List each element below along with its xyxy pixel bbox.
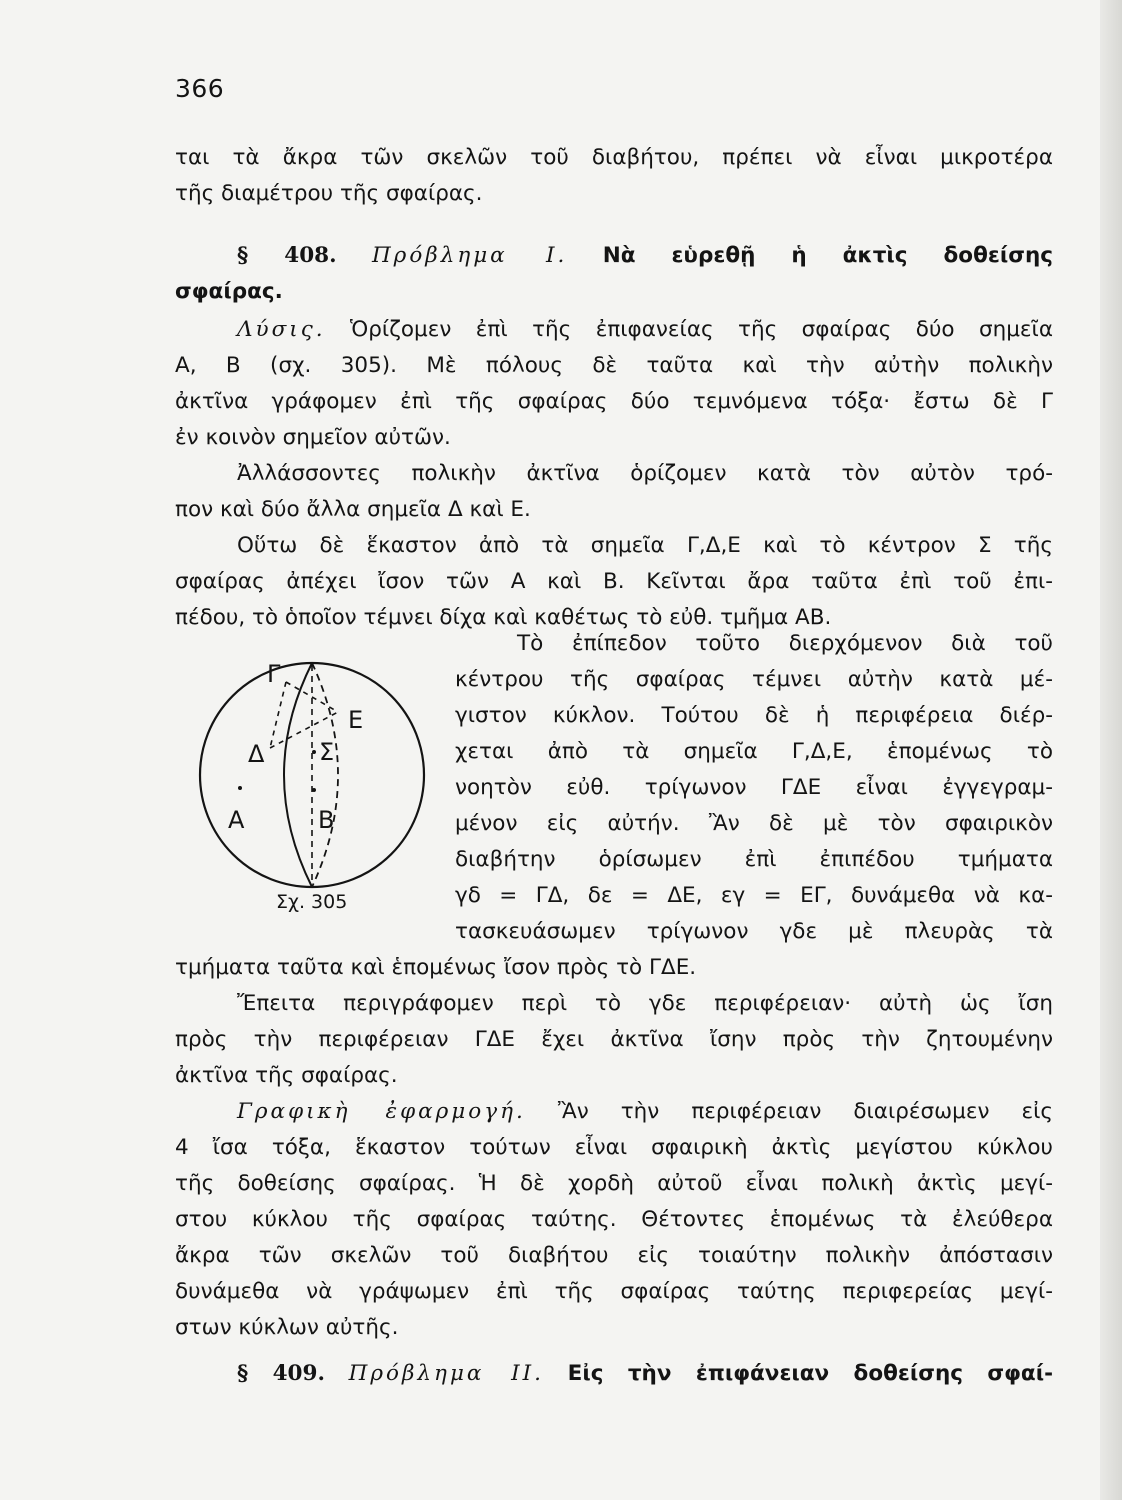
point-A	[238, 786, 242, 790]
problem-label: Πρόβλημα Ι.	[371, 243, 568, 268]
text-line: Ἀλλάσσοντες πολικὴν ἀκτῖνα ὁρίζομεν κατὰ τὸν αὐτὸν τρό-	[237, 461, 1053, 486]
text-line: Α, Β (σχ. 305). Μὲ πόλους δὲ ταῦτα καὶ τὴν αὐτὴν πολικὴν	[175, 353, 1053, 378]
text-line: πέδου, τὸ ὁποῖον τέμνει δίχα καὶ καθέτως τὸ εὐθ. τμῆμα ΑΒ.	[175, 605, 832, 630]
text-line: δυνάμεθα νὰ γράψωμεν ἐπὶ τῆς σφαίρας ταύτης περιφερείας μεγί-	[175, 1279, 1053, 1304]
text-line: χεται ἀπὸ τὰ σημεῖα Γ,Δ,Ε, ἑπομένως τὸ	[455, 739, 1053, 764]
page-number: 366	[175, 74, 225, 103]
label-S: Σ	[319, 738, 335, 766]
problem-label: Πρόβλημα ΙΙ.	[348, 1361, 544, 1386]
text-line: τῆς δοθείσης σφαίρας. Ἡ δὲ χορδὴ αὐτοῦ εἶναι πολικὴ ἀκτὶς μεγί-	[175, 1171, 1053, 1196]
label-A: Α	[228, 806, 245, 834]
figure-caption: Σχ. 305	[276, 891, 348, 913]
text-line: Ἔπειτα περιγράφομεν περὶ τὸ γδε περιφέρειαν· αὐτὴ ὡς ἴση	[237, 991, 1053, 1016]
label-E: Ε	[348, 706, 364, 734]
text-line: κέντρου τῆς σφαίρας τέμνει αὐτὴν κατὰ μέ-	[455, 667, 1053, 692]
text-line: ἐν κοινὸν σημεῖον αὐτῶν.	[175, 425, 451, 450]
text-line: τμήματα ταῦτα καὶ ἑπομένως ἴσον πρὸς τὸ ΓΔΕ.	[175, 955, 697, 980]
problem-title: Νὰ εὑρεθῇ ἡ ἀκτὶς δοθείσης	[602, 243, 1053, 268]
text-line: γδ = ΓΔ, δε = ΔΕ, εγ = ΕΓ, δυνάμεθα νὰ κα-	[455, 883, 1053, 908]
text-line: πρὸς τὴν περιφέρειαν ΓΔΕ ἔχει ἀκτῖνα ἴσην πρὸς τὴν ζητουμένην	[175, 1027, 1053, 1052]
text-line: Τὸ ἐπίπεδον τοῦτο διερχόμενον διὰ τοῦ	[517, 631, 1053, 656]
text-line: μένον εἰς αὐτήν. Ἂν δὲ μὲ τὸν σφαιρικὸν	[455, 811, 1053, 836]
solution-label: Λύσις.	[237, 317, 326, 342]
text-line: 4 ἴσα τόξα, ἕκαστον τούτων εἶναι σφαιρικὴ ἀκτὶς μεγίστου κύκλου	[175, 1135, 1053, 1160]
problem-title-continued: σφαίρας.	[175, 279, 283, 304]
solution-paragraph	[175, 312, 1053, 636]
text-line: διαβήτην ὁρίσωμεν ἐπὶ ἐπιπέδου τμήματα	[455, 847, 1053, 872]
sphere-diagram	[178, 630, 433, 920]
text-line: στου κύκλου τῆς σφαίρας ταύτης. Θέτοντες ἑπομένως τὰ ἐλεύθερα	[175, 1207, 1053, 1232]
label-B: Β	[318, 806, 335, 834]
problem-title: Εἰς τὴν ἐπιφάνειαν δοθείσης σφαί-	[567, 1361, 1053, 1386]
text-line: πον καὶ δύο ἄλλα σημεῖα Δ καὶ Ε.	[175, 497, 531, 522]
text-line: στων κύκλων αὐτῆς.	[175, 1315, 399, 1340]
page-binding-shadow	[1100, 0, 1122, 1500]
meridian-arc	[284, 663, 312, 887]
intro-paragraph	[175, 140, 1053, 212]
text-line: σφαίρας ἀπέχει ἴσον τῶν Α καὶ Β. Κεῖνται ἄρα ταῦτα ἐπὶ τοῦ ἐπι-	[175, 569, 1053, 594]
label-G: Γ	[267, 660, 281, 688]
section-number: § 409.	[237, 1361, 325, 1386]
text-line: τῆς διαμέτρου τῆς σφαίρας.	[175, 181, 483, 206]
text-line: ἀκτῖνα τῆς σφαίρας.	[175, 1063, 398, 1088]
text-line: ἀκτῖνα γράφομεν ἐπὶ τῆς σφαίρας δύο τεμνόμενα τόξα· ἔστω δὲ Γ	[175, 389, 1053, 414]
text-line: Λύσις. Ὁρίζομεν ἐπὶ τῆς ἐπιφανείας τῆς σφαίρας δύο σημεῖα	[237, 317, 1053, 342]
section-heading-line	[175, 1356, 1053, 1392]
continuation-paragraph	[175, 950, 1053, 1094]
hidden-meridian-arc	[312, 663, 338, 887]
section-number: § 408.	[237, 243, 337, 268]
chord-GD	[270, 682, 286, 748]
text-line: ται τὰ ἄκρα τῶν σκελῶν τοῦ διαβήτου, πρέπει νὰ εἶναι μικροτέρα	[175, 145, 1053, 170]
center-point	[312, 750, 316, 754]
label-D: Δ	[248, 740, 265, 768]
point-B	[312, 788, 316, 792]
section-409-heading	[175, 1356, 1053, 1392]
section-heading-line	[175, 238, 1053, 274]
graphical-application-paragraph	[175, 1094, 1053, 1346]
text-line: γιστον κύκλον. Τούτου δὲ ἡ περιφέρεια διέρ-	[455, 703, 1053, 728]
figure-305	[178, 630, 433, 920]
text-line: τασκευάσωμεν τρίγωνον γδε μὲ πλευρὰς τὰ	[455, 919, 1053, 944]
figure-side-paragraph	[455, 626, 1053, 950]
text-line: Γραφικὴ ἐφαρμογή. Ἂν τὴν περιφέρειαν διαιρέσωμεν εἰς	[237, 1099, 1053, 1124]
text-line: Οὕτω δὲ ἕκαστον ἀπὸ τὰ σημεῖα Γ,Δ,Ε καὶ τὸ κέντρον Σ τῆς	[237, 533, 1053, 558]
section-408-heading	[175, 238, 1053, 310]
text-line: νοητὸν εὐθ. τρίγωνον ΓΔΕ εἶναι ἐγγεγραμ-	[455, 775, 1053, 800]
text-line: ἄκρα τῶν σκελῶν τοῦ διαβήτου εἰς τοιαύτην πολικὴν ἀπόστασιν	[175, 1243, 1053, 1268]
application-label: Γραφικὴ ἐφαρμογή.	[237, 1099, 526, 1124]
